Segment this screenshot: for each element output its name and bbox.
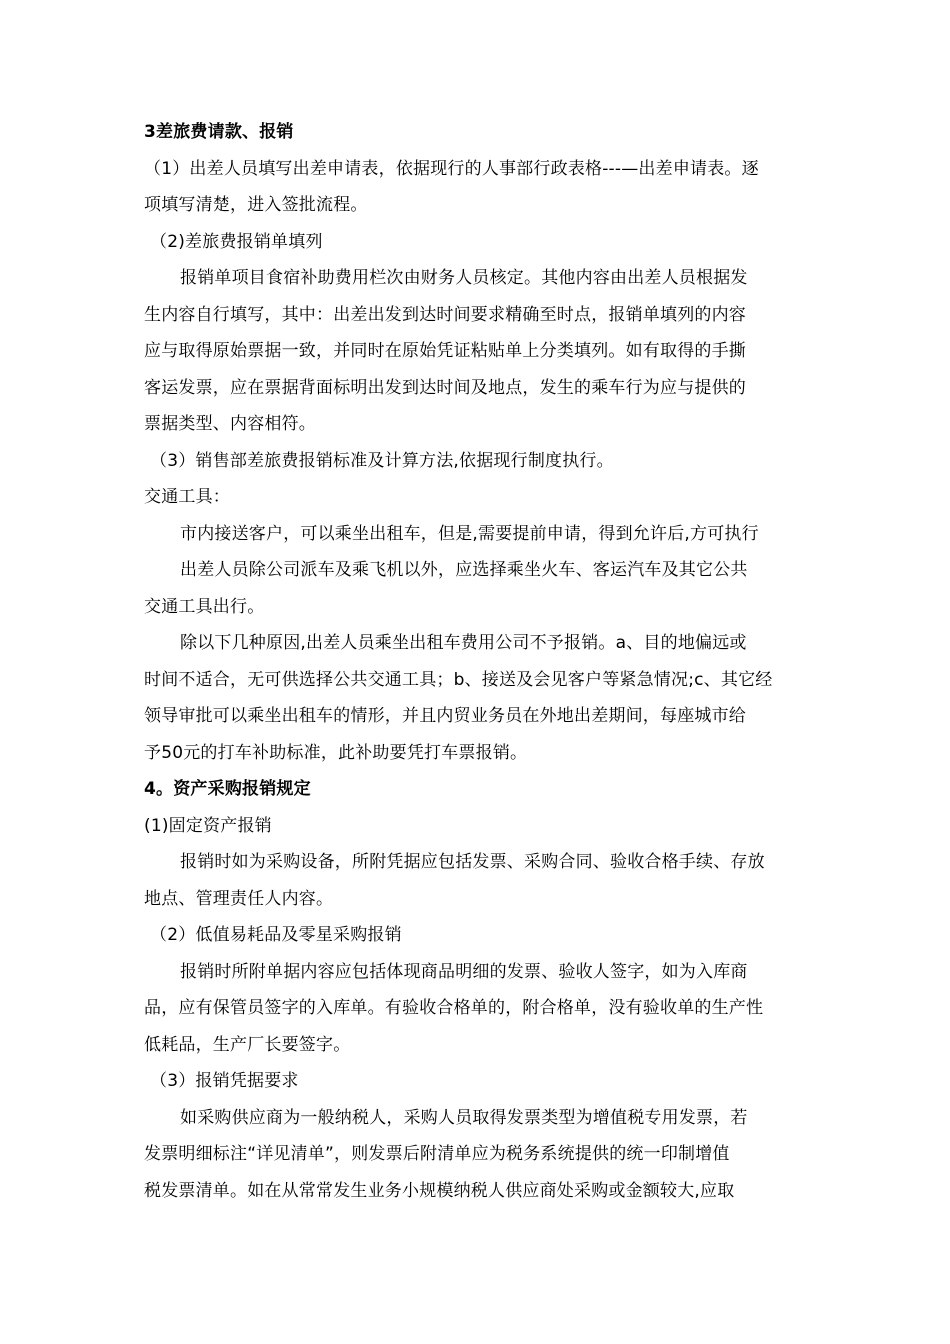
paragraph-line: 报销单项目食宿补助费用栏次由财务人员核定。其他内容由出差人员根据发	[180, 268, 748, 288]
paragraph-line: 应与取得原始票据一致，并同时在原始凭证粘贴单上分类填列。如有取得的手撕	[144, 341, 746, 361]
subsection-heading: （2)差旅费报销单填列	[150, 231, 323, 252]
paragraph-line: 票据类型、内容相符。	[144, 414, 316, 434]
paragraph-line: 地点、管理责任人内容。	[144, 888, 334, 909]
paragraph-line: 发票明细标注“详见清单”，则发票后附清单应为税务系统提供的统一印制增值	[144, 1144, 730, 1164]
section-heading-asset-procurement: 4。资产采购报销规定	[144, 779, 311, 799]
paragraph-line: 市内接送客户，可以乘坐出租车，但是,需要提前申请，得到允许后,方可执行	[180, 523, 759, 544]
subsection-heading: (1)固定资产报销	[144, 815, 272, 836]
paragraph-line: 除以下几种原因,出差人员乘坐出租车费用公司不予报销。a、目的地偏远或	[180, 633, 747, 653]
paragraph-line: 予50元的打车补助标准，此补助要凭打车票报销。	[144, 742, 528, 763]
paragraph-line: 出差人员除公司派车及乘飞机以外，应选择乘坐火车、客运汽车及其它公共	[180, 560, 748, 580]
paragraph-line: 时间不适合，无可供选择公共交通工具；b、接送及会见客户等紧急情况;c、其它经	[144, 669, 773, 690]
paragraph-line: （1）出差人员填写出差申请表，依据现行的人事部行政表格---—出差申请表。逐	[144, 158, 759, 179]
section-heading-travel-expenses: 3差旅费请款、报销	[144, 122, 294, 142]
paragraph-line: 低耗品，生产厂长要签字。	[144, 1034, 351, 1055]
document-body	[144, 114, 810, 1209]
paragraph-line: 领导审批可以乘坐出租车的情形，并且内贸业务员在外地出差期间，每座城市给	[144, 706, 746, 726]
paragraph-line: 项填写清楚，进入签批流程。	[144, 195, 368, 215]
paragraph-line: 税发票清单。如在从常常发生业务小规模纳税人供应商处采购或金额较大,应取	[144, 1180, 735, 1201]
subsection-heading: （3）销售部差旅费报销标准及计算方法,依据现行制度执行。	[150, 450, 614, 471]
subsection-heading: （3）报销凭据要求	[150, 1071, 299, 1091]
paragraph-line: 报销时所附单据内容应包括体现商品明细的发票、验收人签字，如为入库商	[180, 961, 748, 982]
paragraph-line: 交通工具：	[144, 487, 230, 507]
paragraph-line: 生内容自行填写，其中：出差出发到达时间要求精确至时点，报销单填列的内容	[144, 304, 746, 325]
subsection-heading: （2）低值易耗品及零星采购报销	[150, 925, 402, 945]
paragraph-line: 品，应有保管员签字的入库单。有验收合格单的，附合格单，没有验收单的生产性	[144, 998, 764, 1018]
paragraph-line: 报销时如为采购设备，所附凭据应包括发票、采购合同、验收合格手续、存放	[180, 852, 765, 872]
paragraph-line: 交通工具出行。	[144, 596, 265, 617]
paragraph-line: 客运发票，应在票据背面标明出发到达时间及地点，发生的乘车行为应与提供的	[144, 377, 746, 398]
paragraph-line: 如采购供应商为一般纳税人，采购人员取得发票类型为增值税专用发票，若	[180, 1107, 748, 1128]
